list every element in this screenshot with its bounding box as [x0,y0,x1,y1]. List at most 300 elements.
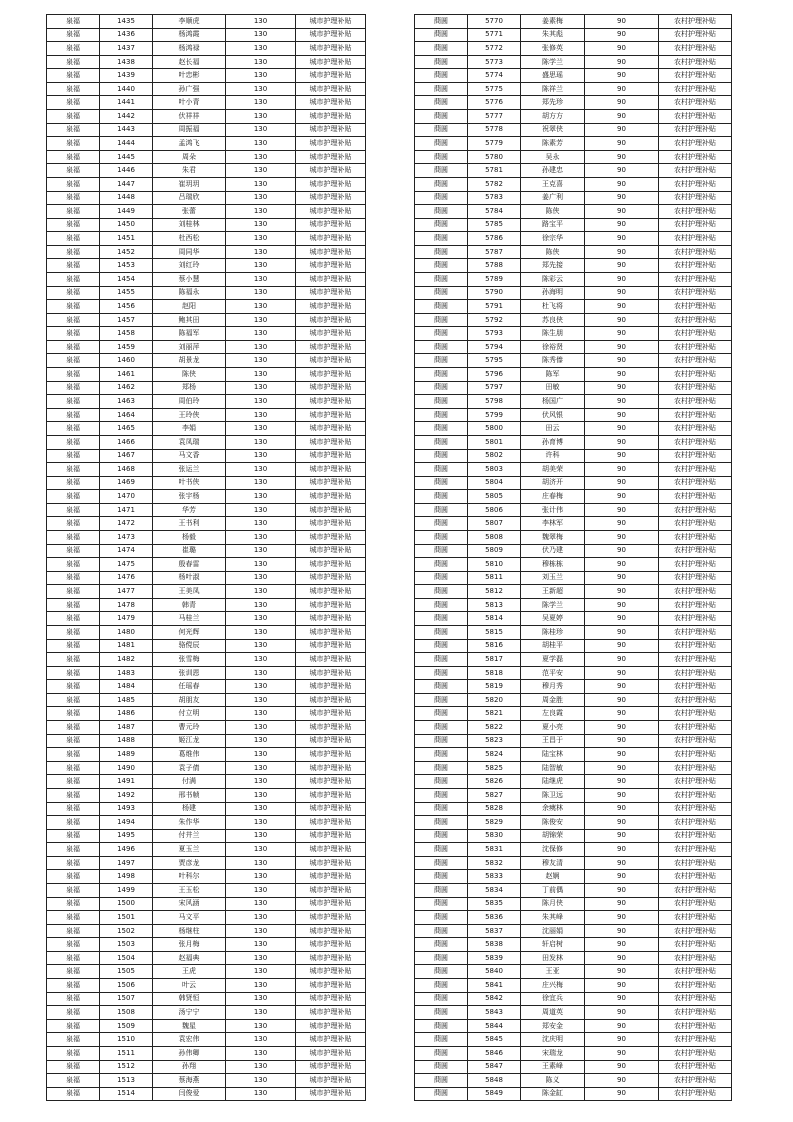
subsidy-type-cell: 农村护理补贴 [659,721,732,735]
subsidy-type-cell: 农村护理补贴 [659,530,732,544]
town-cell: 泉福 [47,680,100,694]
amount-cell: 130 [226,164,296,178]
serial-number-cell: 1435 [100,15,153,29]
serial-number-cell: 5811 [468,571,521,585]
serial-number-cell: 5847 [468,1060,521,1074]
town-cell: 蔄圆 [415,272,468,286]
name-cell: 周朵 [153,150,226,164]
serial-number-cell: 5772 [468,42,521,56]
name-cell: 吴夏婷 [521,612,585,626]
subsidy-type-cell: 农村护理补贴 [659,951,732,965]
amount-cell: 90 [585,558,659,572]
table-row [415,313,732,327]
town-cell: 蔄圆 [415,422,468,436]
serial-number-cell: 5824 [468,748,521,762]
name-cell: 周振福 [153,123,226,137]
serial-number-cell: 5775 [468,82,521,96]
subsidy-type-cell: 农村护理补贴 [659,598,732,612]
subsidy-type-cell: 城市护理补贴 [296,938,366,952]
subsidy-type-cell: 农村护理补贴 [659,802,732,816]
subsidy-type-cell: 农村护理补贴 [659,272,732,286]
subsidy-type-cell: 农村护理补贴 [659,205,732,219]
serial-number-cell: 1439 [100,69,153,83]
subsidy-type-cell: 城市护理补贴 [296,300,366,314]
table-row [47,150,366,164]
subsidy-type-cell: 农村护理补贴 [659,897,732,911]
town-cell: 蔄圆 [415,938,468,952]
serial-number-cell: 5792 [468,313,521,327]
name-cell: 田敏 [521,381,585,395]
subsidy-type-cell: 城市护理补贴 [296,626,366,640]
table-row [415,368,732,382]
amount-cell: 130 [226,286,296,300]
table-row [415,137,732,151]
amount-cell: 130 [226,463,296,477]
amount-cell: 90 [585,476,659,490]
serial-number-cell: 5830 [468,829,521,843]
amount-cell: 130 [226,924,296,938]
name-cell: 陈侠 [521,205,585,219]
town-cell: 蔄圆 [415,992,468,1006]
table-row [47,911,366,925]
amount-cell: 90 [585,232,659,246]
subsidy-type-cell: 农村护理补贴 [659,517,732,531]
serial-number-cell: 5844 [468,1019,521,1033]
amount-cell: 130 [226,816,296,830]
town-cell: 泉福 [47,15,100,29]
subsidy-type-cell: 城市护理补贴 [296,422,366,436]
subsidy-type-cell: 城市护理补贴 [296,775,366,789]
serial-number-cell: 5801 [468,435,521,449]
name-cell: 王书利 [153,517,226,531]
subsidy-type-cell: 农村护理补贴 [659,490,732,504]
name-cell: 张计伟 [521,503,585,517]
town-cell: 泉福 [47,503,100,517]
town-cell: 蔄圆 [415,870,468,884]
name-cell: 孟鸿飞 [153,137,226,151]
table-row [415,951,732,965]
name-cell: 陈秀傣 [521,354,585,368]
town-cell: 蔄圆 [415,530,468,544]
name-cell: 袁子倩 [153,761,226,775]
serial-number-cell: 1500 [100,897,153,911]
name-cell: 付满 [153,775,226,789]
name-cell: 夏小亮 [521,721,585,735]
subsidy-type-cell: 农村护理补贴 [659,788,732,802]
table-row [47,490,366,504]
table-row [415,979,732,993]
table-row [415,381,732,395]
name-cell: 杨继柱 [153,924,226,938]
subsidy-type-cell: 农村护理补贴 [659,408,732,422]
table-row [415,15,732,29]
serial-number-cell: 5790 [468,286,521,300]
table-row [47,164,366,178]
subsidy-type-cell: 农村护理补贴 [659,137,732,151]
table-row [47,300,366,314]
serial-number-cell: 5837 [468,924,521,938]
serial-number-cell: 5813 [468,598,521,612]
name-cell: 王昌于 [521,734,585,748]
subsidy-type-cell: 农村护理补贴 [659,422,732,436]
serial-number-cell: 5814 [468,612,521,626]
amount-cell: 90 [585,1033,659,1047]
amount-cell: 90 [585,897,659,911]
name-cell: 胡锦荣 [521,829,585,843]
name-cell: 周伯玲 [153,395,226,409]
town-cell: 蔄圆 [415,571,468,585]
town-cell: 泉福 [47,137,100,151]
name-cell: 付井兰 [153,829,226,843]
name-cell: 刘玉兰 [521,571,585,585]
table-row [415,395,732,409]
table-row [47,530,366,544]
serial-number-cell: 5798 [468,395,521,409]
name-cell: 徐裕贤 [521,340,585,354]
serial-number-cell: 5791 [468,300,521,314]
subsidy-type-cell: 农村护理补贴 [659,28,732,42]
town-cell: 泉福 [47,354,100,368]
table-row [415,28,732,42]
subsidy-type-cell: 农村护理补贴 [659,232,732,246]
town-cell: 蔄圆 [415,463,468,477]
subsidy-type-cell: 城市护理补贴 [296,368,366,382]
subsidy-type-cell: 农村护理补贴 [659,313,732,327]
name-cell: 张雪梅 [153,653,226,667]
name-cell: 杨鸿禄 [153,42,226,56]
table-row [47,110,366,124]
amount-cell: 130 [226,693,296,707]
name-cell: 杨毅 [153,530,226,544]
table-row [47,245,366,259]
name-cell: 姜素梅 [521,15,585,29]
table-row [47,1060,366,1074]
table-row [47,503,366,517]
serial-number-cell: 1474 [100,544,153,558]
amount-cell: 90 [585,490,659,504]
amount-cell: 90 [585,992,659,1006]
name-cell: 王亚 [521,965,585,979]
amount-cell: 130 [226,666,296,680]
subsidy-type-cell: 城市护理补贴 [296,28,366,42]
town-cell: 泉福 [47,449,100,463]
serial-number-cell: 1456 [100,300,153,314]
table-row [415,517,732,531]
amount-cell: 90 [585,707,659,721]
town-cell: 蔄圆 [415,28,468,42]
amount-cell: 130 [226,381,296,395]
serial-number-cell: 5810 [468,558,521,572]
table-row [47,286,366,300]
serial-number-cell: 1446 [100,164,153,178]
name-cell: 王素峰 [521,1060,585,1074]
amount-cell: 90 [585,463,659,477]
serial-number-cell: 1459 [100,340,153,354]
amount-cell: 130 [226,69,296,83]
name-cell: 任瑶春 [153,680,226,694]
amount-cell: 130 [226,734,296,748]
town-cell: 蔄圆 [415,884,468,898]
subsidy-type-cell: 农村护理补贴 [659,1006,732,1020]
table-row [415,205,732,219]
amount-cell: 90 [585,150,659,164]
table-row [415,884,732,898]
subsidy-type-cell: 农村护理补贴 [659,395,732,409]
town-cell: 泉福 [47,408,100,422]
serial-number-cell: 1444 [100,137,153,151]
table-row [415,571,732,585]
town-cell: 蔄圆 [415,612,468,626]
name-cell: 徐宜兵 [521,992,585,1006]
subsidy-type-cell: 城市护理补贴 [296,1046,366,1060]
serial-number-cell: 5806 [468,503,521,517]
town-cell: 泉福 [47,626,100,640]
table-row [47,15,366,29]
name-cell: 蔡小慧 [153,272,226,286]
subsidy-type-cell: 城市护理补贴 [296,259,366,273]
amount-cell: 90 [585,938,659,952]
table-row [415,870,732,884]
town-cell: 泉福 [47,259,100,273]
serial-number-cell: 1495 [100,829,153,843]
serial-number-cell: 5836 [468,911,521,925]
subsidy-type-cell: 城市护理补贴 [296,816,366,830]
amount-cell: 90 [585,1006,659,1020]
subsidy-type-cell: 城市护理补贴 [296,150,366,164]
name-cell: 杨建 [153,802,226,816]
town-cell: 泉福 [47,476,100,490]
table-row [415,110,732,124]
serial-number-cell: 5808 [468,530,521,544]
name-cell: 华芳 [153,503,226,517]
name-cell: 穆栋栋 [521,558,585,572]
amount-cell: 130 [226,843,296,857]
town-cell: 蔄圆 [415,653,468,667]
table-row [47,666,366,680]
table-row [47,368,366,382]
serial-number-cell: 1471 [100,503,153,517]
amount-cell: 130 [226,761,296,775]
table-row [47,1033,366,1047]
name-cell: 陈学兰 [521,598,585,612]
amount-cell: 130 [226,680,296,694]
name-cell: 孙海明 [521,286,585,300]
name-cell: 穆月秀 [521,680,585,694]
table-row [415,626,732,640]
amount-cell: 130 [226,55,296,69]
town-cell: 泉福 [47,734,100,748]
name-cell: 崔璐 [153,544,226,558]
subsidy-type-cell: 城市护理补贴 [296,666,366,680]
table-row [415,232,732,246]
name-cell: 宋风涵 [153,897,226,911]
amount-cell: 90 [585,395,659,409]
amount-cell: 90 [585,612,659,626]
subsidy-type-cell: 城市护理补贴 [296,395,366,409]
name-cell: 叶云 [153,979,226,993]
town-cell: 泉福 [47,1046,100,1060]
town-cell: 泉福 [47,1006,100,1020]
serial-number-cell: 1486 [100,707,153,721]
amount-cell: 90 [585,245,659,259]
serial-number-cell: 5782 [468,177,521,191]
table-row [415,992,732,1006]
table-row [415,544,732,558]
name-cell: 胡方方 [521,110,585,124]
subsidy-type-cell: 城市护理补贴 [296,870,366,884]
subsidy-type-cell: 农村护理补贴 [659,870,732,884]
subsidy-type-cell: 农村护理补贴 [659,626,732,640]
subsidy-type-cell: 农村护理补贴 [659,612,732,626]
town-cell: 泉福 [47,381,100,395]
subsidy-type-cell: 城市护理补贴 [296,639,366,653]
amount-cell: 130 [226,788,296,802]
name-cell: 夏学磊 [521,653,585,667]
town-cell: 蔄圆 [415,761,468,775]
name-cell: 赵娴 [521,870,585,884]
town-cell: 蔄圆 [415,259,468,273]
amount-cell: 90 [585,680,659,694]
town-cell: 泉福 [47,748,100,762]
name-cell: 陈学兰 [521,55,585,69]
amount-cell: 90 [585,788,659,802]
town-cell: 泉福 [47,55,100,69]
town-cell: 蔄圆 [415,123,468,137]
town-cell: 泉福 [47,558,100,572]
table-row [415,680,732,694]
serial-number-cell: 5828 [468,802,521,816]
serial-number-cell: 1437 [100,42,153,56]
amount-cell: 130 [226,259,296,273]
amount-cell: 130 [226,571,296,585]
amount-cell: 90 [585,951,659,965]
town-cell: 蔄圆 [415,395,468,409]
subsidy-type-cell: 农村护理补贴 [659,884,732,898]
serial-number-cell: 1464 [100,408,153,422]
table-row [47,1006,366,1020]
town-cell: 泉福 [47,1060,100,1074]
amount-cell: 130 [226,28,296,42]
town-cell: 泉福 [47,884,100,898]
serial-number-cell: 1440 [100,82,153,96]
table-row [415,558,732,572]
amount-cell: 130 [226,327,296,341]
table-row [47,788,366,802]
table-row [415,300,732,314]
amount-cell: 130 [226,1074,296,1088]
amount-cell: 130 [226,449,296,463]
serial-number-cell: 1491 [100,775,153,789]
name-cell: 祝翠侠 [521,123,585,137]
serial-number-cell: 1436 [100,28,153,42]
serial-number-cell: 1507 [100,992,153,1006]
amount-cell: 130 [226,435,296,449]
town-cell: 蔄圆 [415,96,468,110]
table-row [47,232,366,246]
name-cell: 吴永 [521,150,585,164]
name-cell: 陈素芳 [521,137,585,151]
amount-cell: 130 [226,123,296,137]
town-cell: 蔄圆 [415,544,468,558]
town-cell: 蔄圆 [415,517,468,531]
amount-cell: 130 [226,300,296,314]
town-cell: 蔄圆 [415,775,468,789]
table-row [415,259,732,273]
table-row [415,653,732,667]
amount-cell: 90 [585,775,659,789]
table-row [47,177,366,191]
name-cell: 胡济开 [521,476,585,490]
table-row [415,191,732,205]
town-cell: 蔄圆 [415,191,468,205]
table-row [415,422,732,436]
subsidy-type-cell: 农村护理补贴 [659,1074,732,1088]
serial-number-cell: 1467 [100,449,153,463]
town-cell: 蔄圆 [415,245,468,259]
subsidy-type-cell: 城市护理补贴 [296,110,366,124]
serial-number-cell: 1454 [100,272,153,286]
serial-number-cell: 5805 [468,490,521,504]
name-cell: 叶小青 [153,96,226,110]
serial-number-cell: 5817 [468,653,521,667]
subsidy-type-cell: 农村护理补贴 [659,680,732,694]
town-cell: 泉福 [47,191,100,205]
name-cell: 陈生朋 [521,327,585,341]
serial-number-cell: 1506 [100,979,153,993]
subsidy-type-cell: 农村护理补贴 [659,1060,732,1074]
town-cell: 蔄圆 [415,381,468,395]
amount-cell: 130 [226,748,296,762]
table-row [47,612,366,626]
subsidy-type-cell: 城市护理补贴 [296,612,366,626]
amount-cell: 130 [226,191,296,205]
serial-number-cell: 5802 [468,449,521,463]
town-cell: 泉福 [47,571,100,585]
subsidy-table-right [414,14,732,1101]
town-cell: 泉福 [47,395,100,409]
name-cell: 赵阳 [153,300,226,314]
town-cell: 蔄圆 [415,693,468,707]
table-row [47,884,366,898]
serial-number-cell: 5820 [468,693,521,707]
subsidy-type-cell: 农村护理补贴 [659,42,732,56]
amount-cell: 130 [226,1033,296,1047]
town-cell: 泉福 [47,979,100,993]
table-row [415,612,732,626]
town-cell: 蔄圆 [415,327,468,341]
table-row [47,55,366,69]
town-cell: 蔄圆 [415,965,468,979]
serial-number-cell: 1508 [100,1006,153,1020]
name-cell: 陈义 [521,1074,585,1088]
amount-cell: 130 [226,530,296,544]
amount-cell: 130 [226,205,296,219]
table-row [415,856,732,870]
subsidy-type-cell: 农村护理补贴 [659,463,732,477]
table-row [415,82,732,96]
amount-cell: 130 [226,1060,296,1074]
table-row [47,626,366,640]
name-cell: 王玉松 [153,884,226,898]
name-cell: 陆宝林 [521,748,585,762]
amount-cell: 90 [585,96,659,110]
table-row [47,137,366,151]
table-row [47,748,366,762]
subsidy-type-cell: 城市护理补贴 [296,707,366,721]
subsidy-type-cell: 城市护理补贴 [296,490,366,504]
subsidy-type-cell: 农村护理补贴 [659,327,732,341]
town-cell: 蔄圆 [415,232,468,246]
